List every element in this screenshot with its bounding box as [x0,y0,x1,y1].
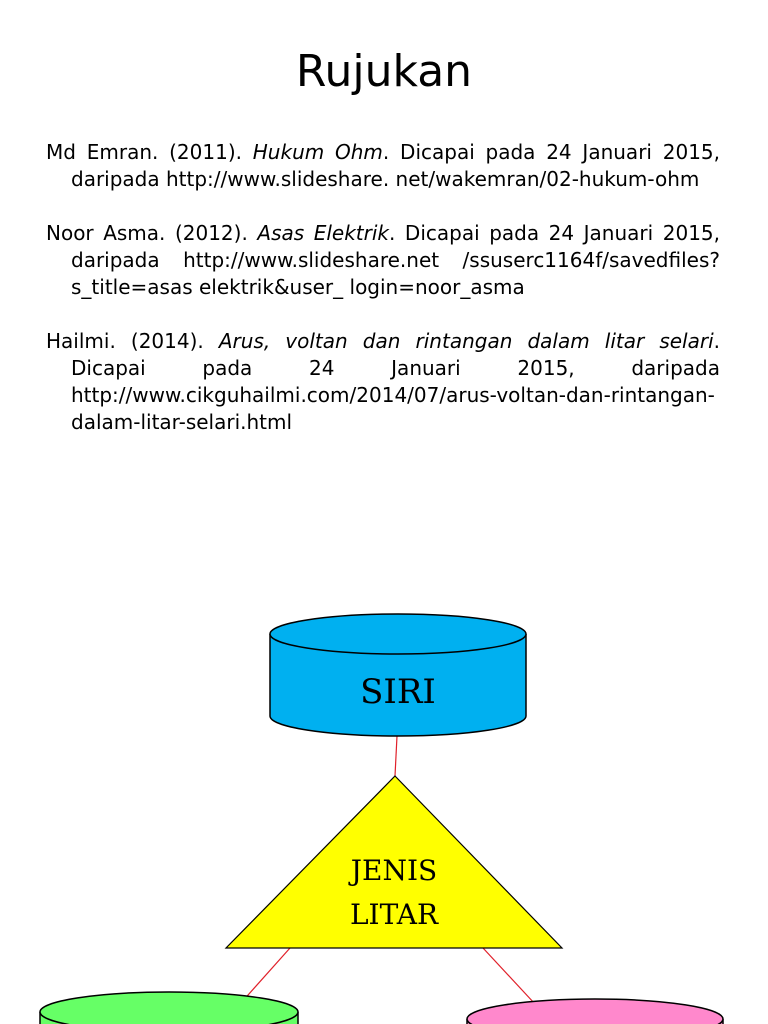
reference-work-title: Arus, voltan dan rintangan dalam litar selari [218,329,714,353]
litar-label: LITAR [349,898,439,931]
reference-details-continued: rintangan-dalam-litar-selari.html [71,383,715,434]
slide-title: Rujukan [295,46,473,97]
reference-author-year: Noor Asma. (2012). [46,221,258,245]
reference-details: . Dicapai pada 24 Januari 2015, daripada http://www.cikguhailmi.com/2014/07/arus-voltan-dan- [71,329,720,407]
reference-author-year: Md Emran. (2011). [46,140,253,164]
reference-author-year: Hailmi. (2014). [46,329,219,353]
jenis-label: JENIS [350,854,438,887]
reference-details: . Dicapai pada 24 Januari 2015, daripada http://www.slideshare.net /ssuserc1164f/savedfiles?s_title=asas elektrik&user_ login=noor_asma [71,221,721,299]
right-cylinder [467,999,723,1024]
jenis-litar-triangle [226,776,562,948]
left-cylinder [40,992,298,1024]
connector-line [395,736,397,776]
reference-details: . Dicapai pada 24 Januari 2015, daripada http://www.slideshare. net/wakemran/02-hukum-ohm [71,140,720,191]
connector-line [483,948,535,1004]
siri-label: SIRI [360,672,436,712]
reference-work-title: Hukum Ohm [252,140,383,164]
reference-work-title: Asas Elektrik [257,221,390,245]
siri-cylinder [270,614,526,736]
